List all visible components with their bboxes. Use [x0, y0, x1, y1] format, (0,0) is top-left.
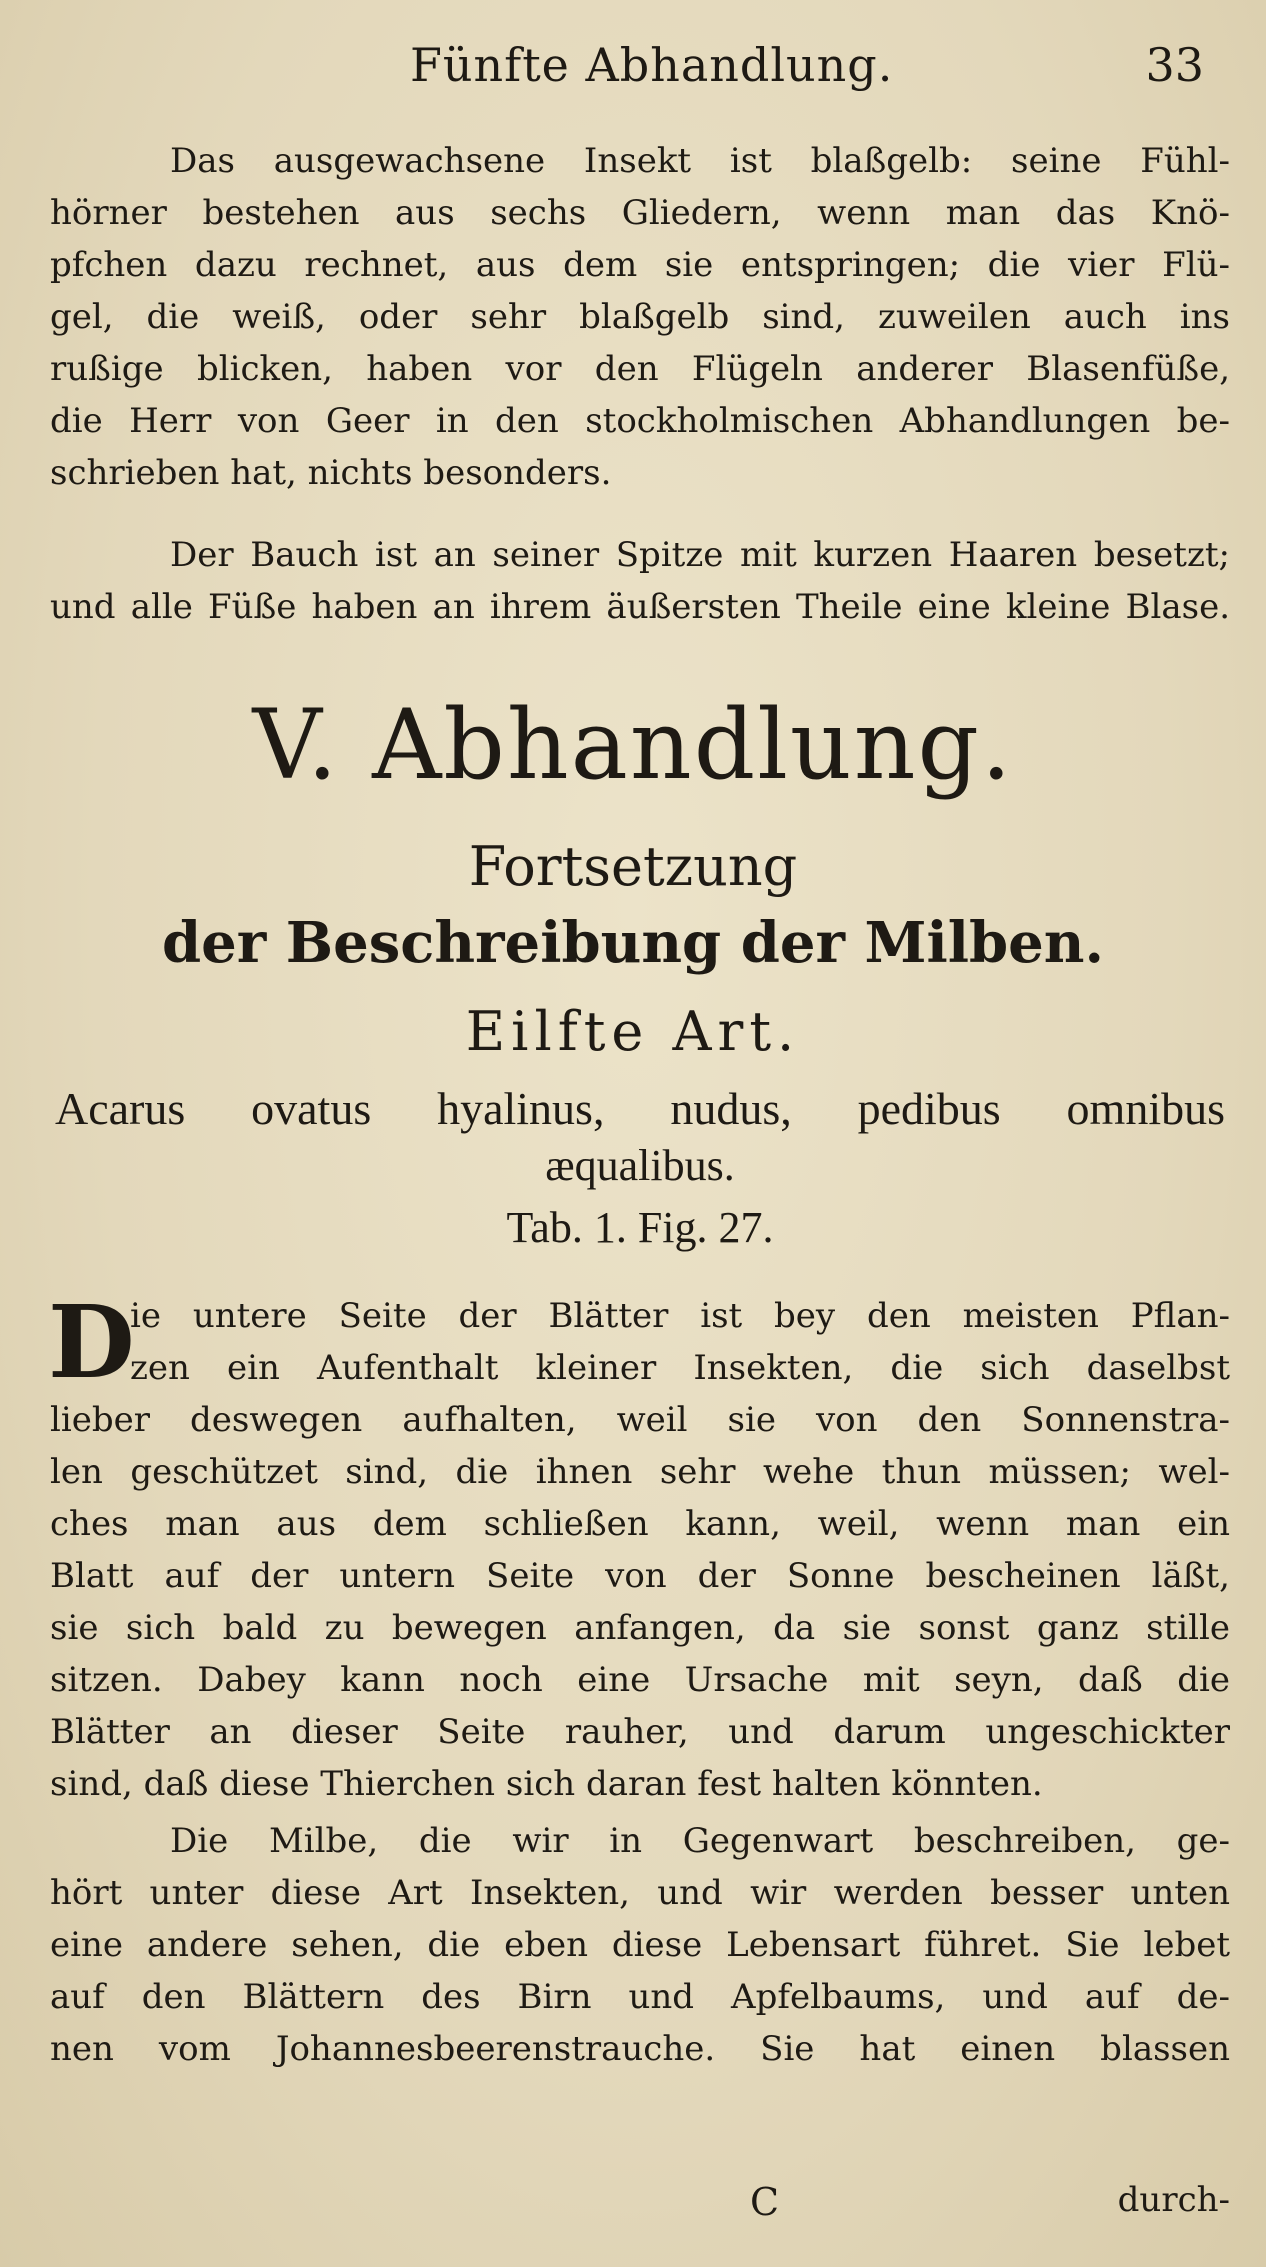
text-line: eine andere sehen, die eben diese Lebensart führet. Sie lebet: [50, 1925, 1230, 1965]
text-line: ches man aus dem schließen kann, weil, wenn man ein: [50, 1504, 1230, 1544]
plate-reference: Tab. 1. Fig. 27.: [506, 1203, 774, 1252]
latin-name-line-1: Acarus ovatus hyalinus, nudus, pedibus omnibus: [55, 1083, 1225, 1134]
text-line: die Herr von Geer in den stockholmischen Abhandlungen be-: [50, 401, 1230, 441]
text-line: zen ein Aufenthalt kleiner Insekten, die sich daselbst: [130, 1348, 1230, 1388]
text-line: sind, daß diese Thierchen sich daran fest halten könnten.: [50, 1764, 1043, 1804]
main-paragraph-1: [48, 1283, 1230, 1810]
page-footer: [50, 2180, 1230, 2236]
intro-paragraph-2: [50, 529, 1230, 633]
intro-paragraph-1: [50, 135, 1230, 499]
catchword: durch-: [1117, 2180, 1230, 2220]
text-line: Der Bauch ist an seiner Spitze mit kurzen Haaren besetzt;: [170, 535, 1230, 575]
text-line: Blätter an dieser Seite rauher, und darum ungeschickter: [50, 1712, 1230, 1752]
text-line: Das ausgewachsene Insekt ist blaßgelb: seine Fühl-: [170, 141, 1230, 181]
text-line: Blatt auf der untern Seite von der Sonne bescheinen läßt,: [50, 1556, 1230, 1596]
signature-mark: C: [750, 2180, 780, 2224]
latin-name-line-2: æqualibus.: [545, 1141, 735, 1190]
text-line: gel, die weiß, oder sehr blaßgelb sind, zuweilen auch ins: [50, 297, 1230, 337]
chapter-title: V. Abhandlung.: [252, 689, 1014, 801]
text-line: auf den Blättern des Birn und Apfelbaums, und auf de-: [50, 1977, 1230, 2017]
text-line: rußige blicken, haben vor den Flügeln anderer Blasenfüße,: [50, 349, 1230, 389]
chapter-subtitle-topic: der Beschreibung der Milben.: [161, 910, 1105, 976]
main-paragraph-2: [50, 1815, 1230, 2075]
text-line: pfchen dazu rechnet, aus dem sie entspringen; die vier Flü-: [50, 245, 1230, 285]
text-line: sie sich bald zu bewegen anfangen, da sie sonst ganz stille: [50, 1608, 1230, 1648]
drop-cap: D: [48, 1283, 135, 1401]
text-line: schrieben hat, nichts besonders.: [50, 453, 612, 493]
running-head: Fünfte Abhandlung.: [410, 38, 894, 92]
page-header: [60, 38, 1226, 108]
text-line: Die Milbe, die wir in Gegenwart beschreiben, ge-: [170, 1821, 1230, 1861]
text-line: lieber deswegen aufhalten, weil sie von den Sonnenstra-: [50, 1400, 1230, 1440]
species-heading: Eilfte Art.: [465, 1000, 801, 1063]
text-line: sitzen. Dabey kann noch eine Ursache mit seyn, daß die: [50, 1660, 1230, 1700]
page-number: 33: [1145, 38, 1204, 92]
text-line: ie untere Seite der Blätter ist bey den meisten Pflan-: [130, 1296, 1230, 1336]
chapter-subtitle-continuation: Fortsetzung: [468, 835, 798, 898]
text-line: nen vom Johannesbeerenstrauche. Sie hat einen blassen: [50, 2029, 1230, 2069]
text-line: und alle Füße haben an ihrem äußersten Theile eine kleine Blase.: [50, 587, 1230, 627]
text-line: hört unter diese Art Insekten, und wir werden besser unten: [50, 1873, 1230, 1913]
text-line: len geschützet sind, die ihnen sehr wehe thun müssen; wel-: [50, 1452, 1230, 1492]
text-line: hörner bestehen aus sechs Gliedern, wenn man das Knö-: [50, 193, 1230, 233]
